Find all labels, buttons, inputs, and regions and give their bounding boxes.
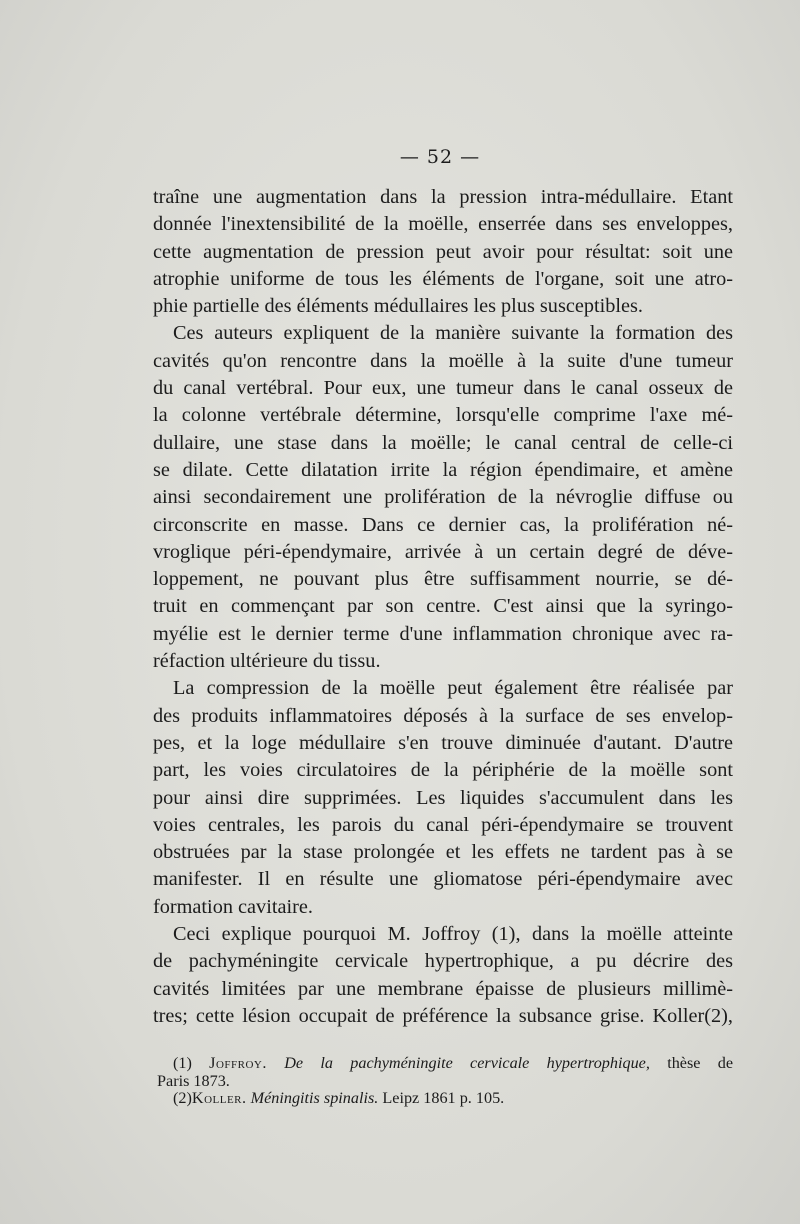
text-line: obstruées par la stase prolongée et les effets ne tardent pas à se [153,841,733,864]
text-line: tres; cette lésion occupait de préférence la subsance grise. Koller(2), [153,1004,733,1027]
text-line: La compression de la moëlle peut également être réalisée par [173,677,733,700]
footnote-1-title: De la pachyméningite cervicale hypertrophique, [284,1054,650,1072]
text-line: Ces auteurs expliquent de la manière suivante la formation des [173,322,733,345]
text-line: part, les voies circulatoires de la périphérie de la moëlle sont [153,759,733,782]
footnote-2-rest: Leipz 1861 p. 105. [382,1089,505,1107]
footnote-2-author: Koller. [191,1089,247,1107]
text-line: truit en commençant par son centre. C'est ainsi que la syringo- [153,595,733,618]
footnote-1-author: Joffroy. [209,1054,267,1072]
text-line: donnée l'inextensibilité de la moëlle, enserrée dans ses enveloppes, [153,213,733,236]
text-line: voies centrales, les parois du canal péri-épendymaire se trouvent [153,813,733,836]
text-line: cavités limitées par une membrane épaisse de plusieurs millimè- [153,977,733,1000]
footnote-2 [153,1090,733,1108]
text-line: se dilate. Cette dilatation irrite la région épendimaire, et amène [153,458,733,481]
text-line: dullaire, une stase dans la moëlle; le canal central de celle-ci [153,431,733,454]
text-line: manifester. Il en résulte une gliomatose péri-épendymaire avec [153,868,733,891]
text-line: circonscrite en masse. Dans ce dernier cas, la prolifération né- [153,513,733,536]
text-line: Ceci explique pourquoi M. Joffroy (1), dans la moëlle atteinte [173,923,733,946]
text-line: myélie est le dernier terme d'une inflammation chronique avec ra- [153,622,733,645]
text-line: phie partielle des éléments médullaires les plus susceptibles. [153,295,643,318]
page-number: — 52 — [399,146,481,168]
footnote-2-marker: (2) [173,1089,192,1107]
footnote-1-rest: thèse de [667,1054,734,1072]
footnote-2-title: Méningitis spinalis. [250,1089,379,1107]
footnote-1-continuation: Paris 1873. [157,1071,230,1090]
footnotes [153,1055,733,1108]
text-line: atrophie uniforme de tous les éléments de l'organe, soit une atro- [153,267,733,290]
text-line: cette augmentation de pression peut avoir pour résultat: soit une [153,240,733,263]
footnote-1 [153,1055,733,1073]
text-line: formation cavitaire. [153,895,313,918]
text-line: réfaction ultérieure du tissu. [153,650,381,673]
text-line: vroglique péri-épendymaire, arrivée à un certain degré de déve- [153,540,733,563]
text-line: des produits inflammatoires déposés à la surface de ses envelop- [153,704,733,727]
text-line: traîne une augmentation dans la pression intra-médullaire. Etant [153,186,733,208]
footnote-1-marker: (1) [173,1054,192,1072]
text-line: pour ainsi dire supprimées. Les liquides s'accumulent dans les [153,786,733,809]
text-line: cavités qu'on rencontre dans la moëlle à la suite d'une tumeur [153,349,733,372]
text-line: de pachyméningite cervicale hypertrophique, a pu décrire des [153,950,733,973]
body-text [153,184,733,1030]
text-line: ainsi secondairement une prolifération de la névroglie diffuse ou [153,486,733,509]
text-line: du canal vertébral. Pour eux, une tumeur dans le canal osseux de [153,377,733,400]
text-line: pes, et la loge médullaire s'en trouve diminuée d'autant. D'autre [153,731,733,754]
text-line: la colonne vertébrale détermine, lorsqu'elle comprime l'axe mé- [153,404,733,427]
text-line: loppement, ne pouvant plus être suffisamment nourrie, se dé- [153,568,733,591]
